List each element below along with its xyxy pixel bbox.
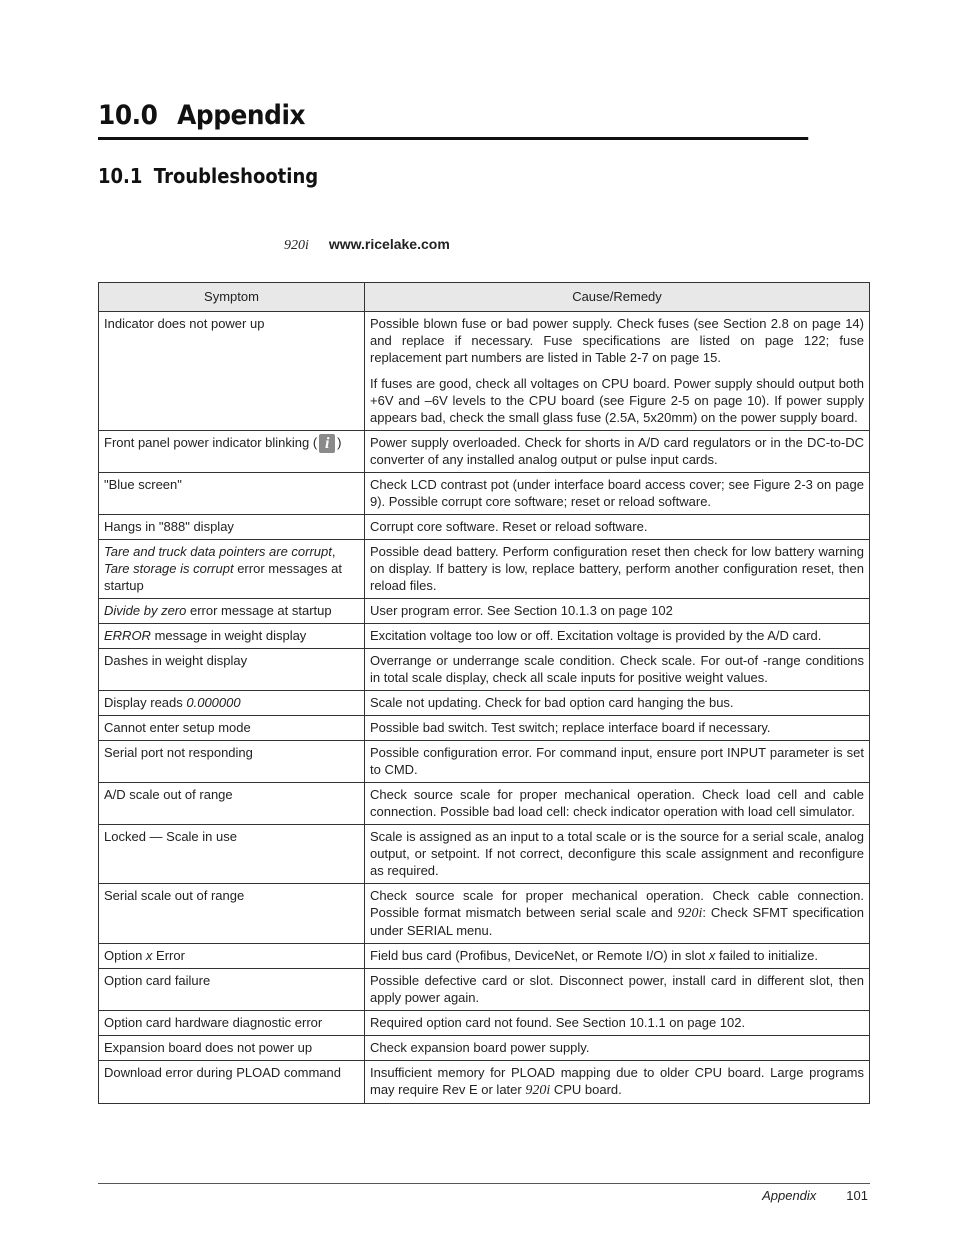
cause-cell: Possible dead battery. Perform configuration reset then check for low battery warning on display. If battery is low, replace battery, perform another configuration reset, then reload files. [365, 540, 870, 599]
symptom-cell: "Blue screen" [99, 473, 365, 515]
section-heading [98, 164, 318, 188]
table-row [99, 312, 870, 431]
cause-cell: Power supply overloaded. Check for shorts in A/D card regulators or in the DC-to-DC converter of any installed analog output or pulse input cards. [365, 431, 870, 473]
troubleshooting-table [98, 282, 870, 1104]
table-row [99, 624, 870, 649]
cause-cell: Overrange or underrange scale condition. Check scale. For out-of -range conditions in total scale display, check all scale inputs for positive weight values. [365, 649, 870, 691]
cause-cell: Possible defective card or slot. Disconnect power, install card in different slot, then apply power again. [365, 969, 870, 1011]
cause-cell: Scale not updating. Check for bad option card hanging the bus. [365, 691, 870, 716]
symptom-cell: Serial port not responding [99, 741, 365, 783]
cause-cell: Scale is assigned as an input to a total scale or is the source for a serial scale, analog output, or setpoint. If not correct, deconfigure this scale assignment and reconfigure as required. [365, 825, 870, 884]
footer-divider [98, 1183, 870, 1184]
symptom-cell: Cannot enter setup mode [99, 716, 365, 741]
table-row [99, 515, 870, 540]
cause-cell: Corrupt core software. Reset or reload software. [365, 515, 870, 540]
symptom-cell: Tare and truck data pointers are corrupt, Tare storage is corrupt error messages at startup [99, 540, 365, 599]
cause-cell: User program error. See Section 10.1.3 on page 102 [365, 599, 870, 624]
cause-cell: Field bus card (Profibus, DeviceNet, or Remote I/O) in slot x failed to initialize. [365, 944, 870, 969]
symptom-cell: Locked — Scale in use [99, 825, 365, 884]
cause-cell: Excitation voltage too low or off. Excitation voltage is provided by the A/D card. [365, 624, 870, 649]
table-row [99, 473, 870, 515]
cause-cell: Check LCD contrast pot (under interface board access cover; see Figure 2-3 on page 9). Possible corrupt core software; reset or reload software. [365, 473, 870, 515]
heading-title: Appendix [177, 100, 306, 131]
footer-section: Appendix [762, 1188, 817, 1203]
table-row [99, 944, 870, 969]
cause-paragraph: If fuses are good, check all voltages on CPU board. Power supply should output both +6V and –6V levels to the CPU board (see Figure 2-5 on page 10). If power supply appears bad, check the small glass fuse (2.5A, 5x20mm) on the power supply board. [370, 376, 864, 425]
table-header-row [99, 283, 870, 312]
symptom-cell: Front panel power indicator blinking ( i ) [99, 431, 365, 473]
symptom-cell: A/D scale out of range [99, 783, 365, 825]
intro-line [284, 236, 450, 254]
table-row [99, 599, 870, 624]
header-symptom: Symptom [99, 283, 365, 312]
table-row [99, 1036, 870, 1061]
cause-cell: Possible bad switch. Test switch; replace interface board if necessary. [365, 716, 870, 741]
info-icon: i [319, 434, 335, 453]
symptom-cell: Expansion board does not power up [99, 1036, 365, 1061]
cause-cell: Insufficient memory for PLOAD mapping due to older CPU board. Large programs may require Rev E or later 920i CPU board. [365, 1061, 870, 1104]
section-number: 10.1 [98, 164, 143, 188]
website-link[interactable]: www.ricelake.com [328, 236, 450, 252]
table-row [99, 649, 870, 691]
symptom-cell: Hangs in "888" display [99, 515, 365, 540]
cause-cell: Possible configuration error. For command input, ensure port INPUT parameter is set to CMD. [365, 741, 870, 783]
section-title: Troubleshooting [153, 164, 319, 188]
page-number: 101 [846, 1188, 868, 1203]
table-row [99, 431, 870, 473]
symptom-cell: Dashes in weight display [99, 649, 365, 691]
table-row [99, 969, 870, 1011]
cause-cell [365, 312, 870, 431]
symptom-cell: ERROR message in weight display [99, 624, 365, 649]
table-row [99, 825, 870, 884]
page-footer [762, 1188, 868, 1203]
cause-cell: Required option card not found. See Section 10.1.1 on page 102. [365, 1011, 870, 1036]
header-cause: Cause/Remedy [365, 283, 870, 312]
table-row [99, 716, 870, 741]
cause-cell: Check source scale for proper mechanical operation. Check load cell and cable connection. Possible bad load cell: check indicator operation with load cell simulator. [365, 783, 870, 825]
table-row [99, 1061, 870, 1104]
symptom-cell: Serial scale out of range [99, 884, 365, 944]
product-name: 920i [284, 238, 309, 253]
table-row [99, 783, 870, 825]
cause-cell: Check expansion board power supply. [365, 1036, 870, 1061]
cause-cell: Check source scale for proper mechanical operation. Check cable connection. Possible format mismatch between serial scale and 920i: Check SFMT specification under SERIAL menu. [365, 884, 870, 944]
symptom-cell: Option card hardware diagnostic error [99, 1011, 365, 1036]
symptom-cell: Option x Error [99, 944, 365, 969]
symptom-cell: Download error during PLOAD command [99, 1061, 365, 1104]
symptom-cell: Divide by zero error message at startup [99, 599, 365, 624]
symptom-cell: Indicator does not power up [99, 312, 365, 431]
page-heading [98, 100, 808, 140]
table-row [99, 741, 870, 783]
symptom-cell: Option card failure [99, 969, 365, 1011]
cause-paragraph: Possible blown fuse or bad power supply. Check fuses (see Section 2.8 on page 14) and replace if necessary. Fuse specifications are listed on page 122; fuse replacement part numbers are listed in Table 2-7 on page 15. [370, 316, 864, 365]
heading-number: 10.0 [98, 100, 158, 131]
table-row [99, 1011, 870, 1036]
table-row [99, 884, 870, 944]
table-row [99, 691, 870, 716]
table-row [99, 540, 870, 599]
symptom-cell: Display reads 0.000000 [99, 691, 365, 716]
